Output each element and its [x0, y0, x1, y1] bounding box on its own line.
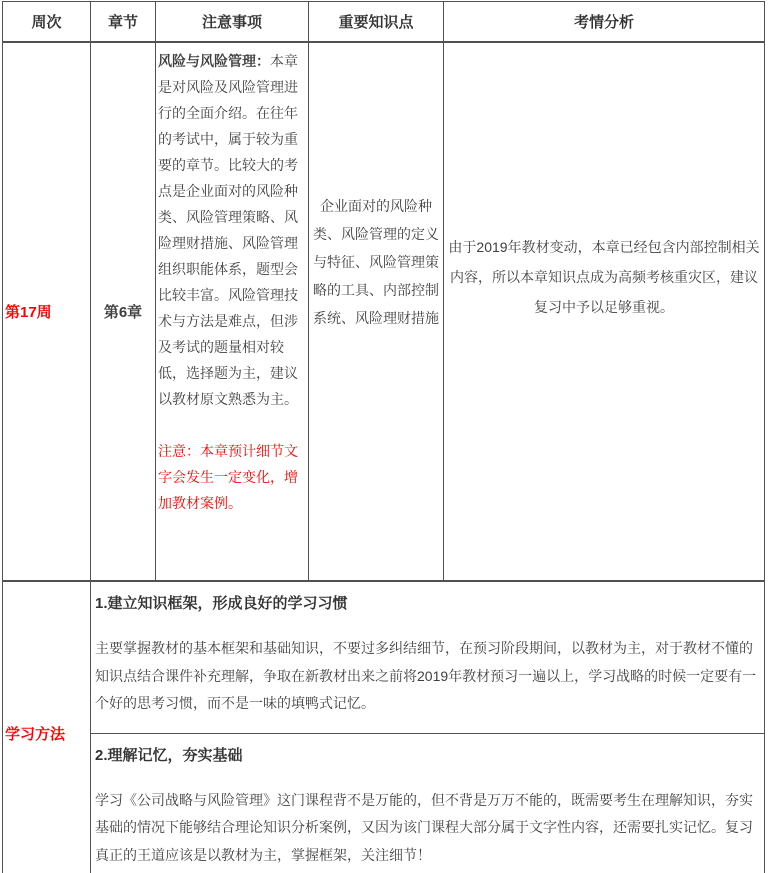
key-points-cell: 企业面对的风险种类、风险管理的定义与特征、风险管理策略的工具、内部控制系统、风险理财措施 — [309, 42, 444, 581]
notes-cell — [156, 42, 309, 581]
table-row-week17 — [3, 42, 765, 581]
header-chapter: 章节 — [91, 2, 156, 43]
chapter-cell: 第6章 — [91, 42, 156, 581]
exam-analysis-cell: 由于2019年教材变动，本章已经包含内部控制相关内容，所以本章知识点成为高频考核重灾区，建议复习中予以足够重视。 — [444, 42, 765, 581]
method-1-cell — [91, 581, 765, 733]
header-row — [3, 2, 765, 43]
header-key-points: 重要知识点 — [309, 2, 444, 43]
table-row-method-1 — [3, 581, 765, 733]
study-plan-table — [2, 1, 765, 873]
notes-lead-text: 风险与风险管理： — [158, 53, 270, 69]
header-week: 周次 — [3, 2, 91, 43]
method-1-heading: 1.建立知识框架，形成良好的学习习惯 — [95, 595, 348, 612]
method-2-cell — [91, 733, 765, 873]
week-cell: 第17周 — [3, 42, 91, 581]
method-2-body: 学习《公司战略与风险管理》这门课程背不是万能的，但不背是万万不能的，既需要考生在理解知识，夯实基础的情况下能够结合理论知识分析案例，又因为该门课程大部分属于文字性内容，还需要扎实记忆。复习真正的王道应该是以教材为主，掌握框架，关注细节！ — [95, 791, 753, 863]
table-row-method-2 — [3, 733, 765, 873]
method-1-body: 主要掌握教材的基本框架和基础知识，不要过多纠结细节，在预习阶段期间，以教材为主，对于教材不懂的知识点结合课件补充理解，争取在新教材出来之前将2019年教材预习一遍以上，学习战略的时候一定要有一个好的思考习惯，而不是一味的填鸭式记忆。 — [95, 640, 757, 711]
notes-body-text: 本章是对风险及风险管理进行的全面介绍。在往年的考试中，属于较为重要的章节。比较大的考点是企业面对的风险种类、风险管理策略、风险理财措施、风险管理组织职能体系，题型会比较丰富。风险管理技术与方法是难点，但涉及考试的题量相对较低，选择题为主，建议以教材原文熟悉为主。 — [158, 53, 298, 407]
method-label-cell: 学习方法 — [3, 581, 91, 873]
notes-warning-text: 注意：本章预计细节文字会发生一定变化，增加教材案例。 — [158, 443, 298, 511]
method-2-heading: 2.理解记忆，夯实基础 — [95, 746, 243, 764]
notes-paragraph — [158, 48, 307, 412]
header-notes: 注意事项 — [156, 2, 309, 43]
header-exam-analysis: 考情分析 — [444, 2, 765, 43]
